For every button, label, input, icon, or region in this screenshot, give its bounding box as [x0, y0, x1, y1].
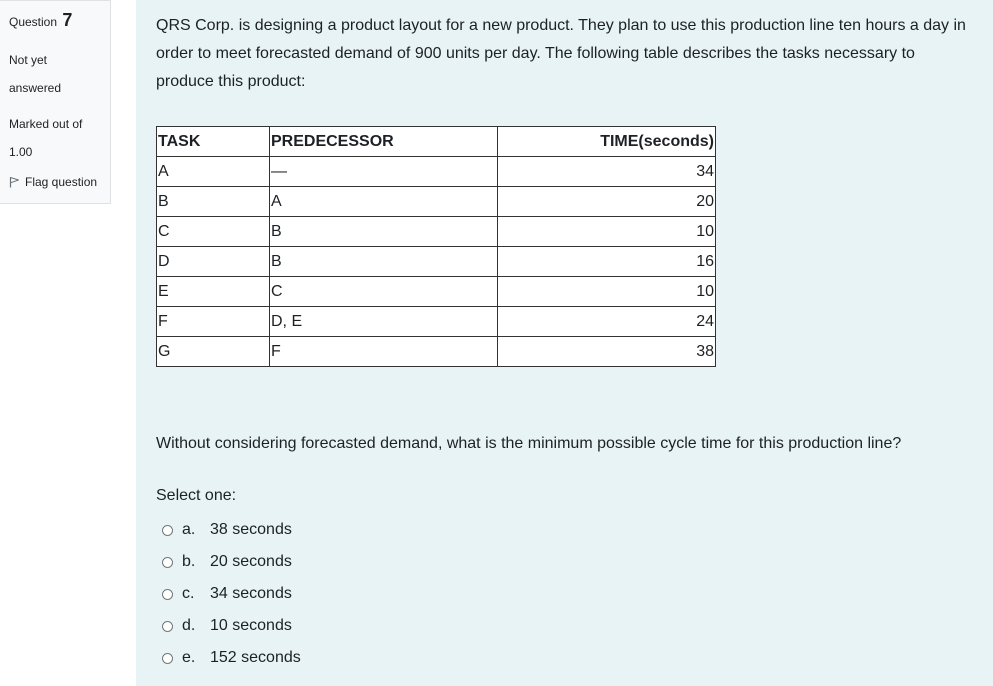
question-prompt: Without considering forecasted demand, what is the minimum possible cycle time for this production line? — [156, 435, 902, 452]
answer-letter: e. — [182, 649, 196, 666]
flag-icon — [9, 176, 20, 188]
question-info-panel — [0, 0, 111, 204]
cell-predecessor: B — [270, 217, 498, 247]
select-one-label: Select one: — [156, 487, 237, 504]
question-grade: Marked out of 1.00 — [9, 117, 83, 159]
cell-predecessor: C — [270, 277, 498, 307]
cell-task: C — [157, 217, 270, 247]
answer-letter: b. — [182, 553, 196, 570]
table-row — [157, 337, 716, 367]
cell-predecessor: — — [270, 157, 498, 187]
table-header-row — [157, 127, 716, 157]
answer-text[interactable]: 38 seconds — [210, 521, 292, 538]
table-row — [157, 157, 716, 187]
cell-time: 10 — [498, 277, 716, 307]
task-table — [156, 126, 716, 367]
cell-time: 34 — [498, 157, 716, 187]
answer-option-a[interactable] — [162, 514, 301, 546]
cell-predecessor: F — [270, 337, 498, 367]
answer-option-c[interactable] — [162, 578, 301, 610]
answer-text[interactable]: 10 seconds — [210, 617, 292, 634]
radio-button[interactable] — [162, 525, 173, 536]
question-number — [9, 10, 73, 30]
answer-option-d[interactable] — [162, 610, 301, 642]
header-time: TIME(seconds) — [498, 127, 716, 157]
radio-button[interactable] — [162, 653, 173, 664]
answer-letter: c. — [182, 585, 195, 602]
header-task: TASK — [157, 127, 270, 157]
cell-time: 38 — [498, 337, 716, 367]
question-text: QRS Corp. is designing a product layout for a new product. They plan to use this production line ten hours a day in order to meet forecasted demand of 900 units per day. The following table describes the tasks necessary to produce this product: — [156, 17, 966, 90]
cell-task: F — [157, 307, 270, 337]
cell-task: B — [157, 187, 270, 217]
question-content — [136, 0, 993, 686]
answer-option-e[interactable] — [162, 642, 301, 674]
cell-predecessor: D, E — [270, 307, 498, 337]
radio-button[interactable] — [162, 621, 173, 632]
radio-button[interactable] — [162, 557, 173, 568]
table-row — [157, 187, 716, 217]
flag-question-link[interactable] — [9, 175, 97, 189]
answer-text[interactable]: 34 seconds — [210, 585, 292, 602]
table-row — [157, 217, 716, 247]
header-predecessor: PREDECESSOR — [270, 127, 498, 157]
cell-task: D — [157, 247, 270, 277]
cell-time: 10 — [498, 217, 716, 247]
cell-time: 16 — [498, 247, 716, 277]
question-label: Question — [9, 15, 58, 29]
table-row — [157, 247, 716, 277]
cell-predecessor: A — [270, 187, 498, 217]
flag-question-label: Flag question — [25, 175, 98, 189]
cell-predecessor: B — [270, 247, 498, 277]
cell-time: 20 — [498, 187, 716, 217]
question-number-value: 7 — [62, 10, 73, 30]
answer-letter: d. — [182, 617, 196, 634]
cell-task: E — [157, 277, 270, 307]
table-row — [157, 277, 716, 307]
cell-time: 24 — [498, 307, 716, 337]
table-row — [157, 307, 716, 337]
radio-button[interactable] — [162, 589, 173, 600]
answer-option-b[interactable] — [162, 546, 301, 578]
cell-task: G — [157, 337, 270, 367]
answer-letter: a. — [182, 521, 196, 538]
cell-task: A — [157, 157, 270, 187]
answer-options — [162, 514, 301, 674]
question-state: Not yet answered — [9, 53, 62, 95]
answer-text[interactable]: 20 seconds — [210, 553, 292, 570]
answer-text[interactable]: 152 seconds — [210, 649, 301, 666]
